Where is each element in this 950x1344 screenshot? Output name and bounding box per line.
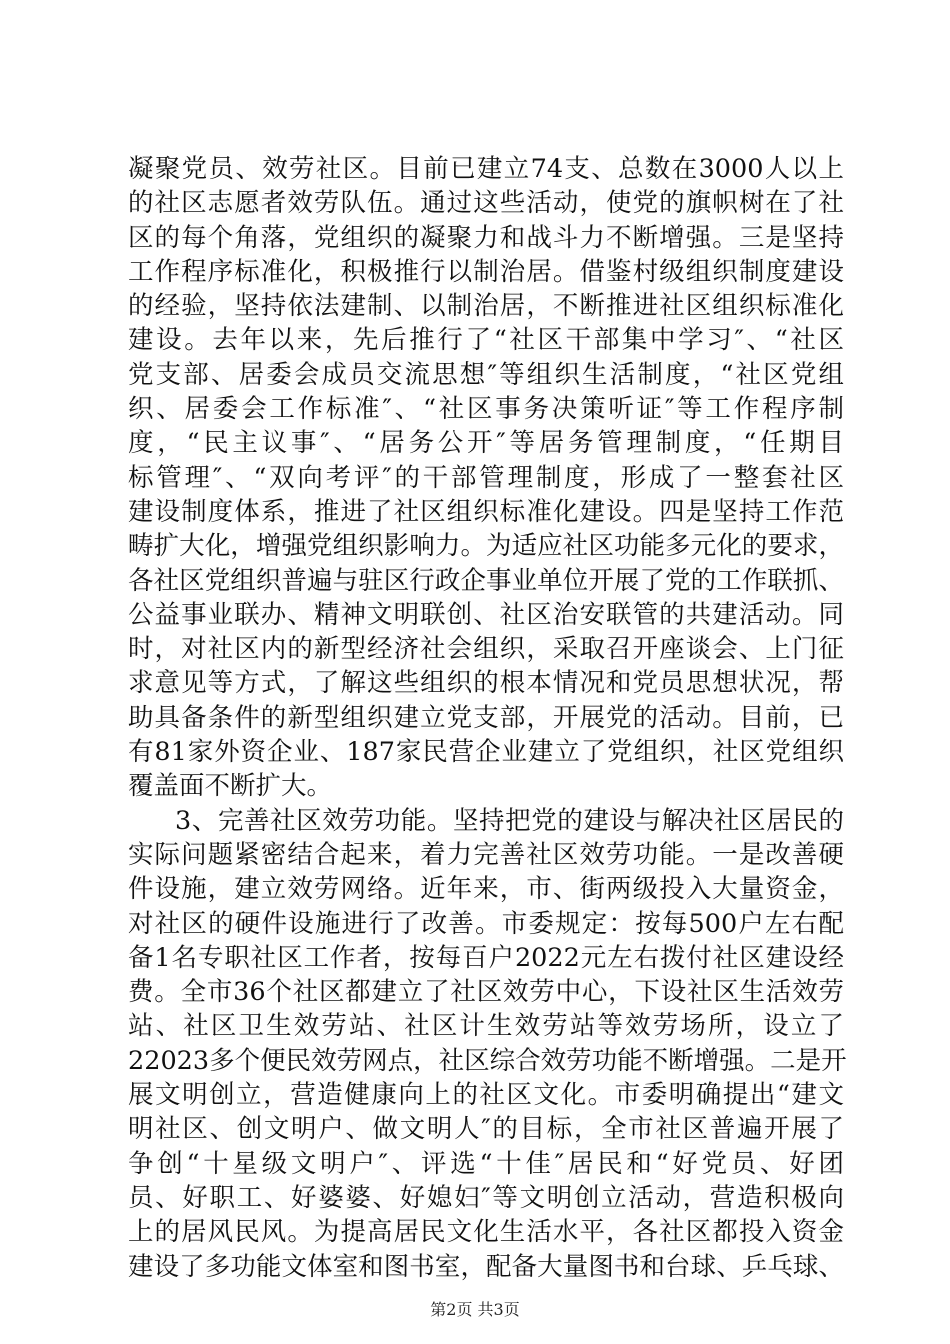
text-line-28: 展文明创立，营造健康向上的社区文化。市委明确提出“建文 (128, 1080, 844, 1111)
text-line-10: 标管理″、“双向考评″的干部管理制度，形成了一整套社区 (128, 462, 844, 493)
text-line-24: 备1名专职社区工作者，按每百户2022元左右拨付社区建设经 (128, 942, 844, 973)
text-line-15: 时，对社区内的新型经济社会组织，采取召开座谈会、上门征 (128, 634, 844, 665)
text-line-25: 费。全市36个社区都建立了社区效劳中心，下设社区生活效劳 (128, 977, 844, 1008)
text-line-32: 上的居风民风。为提高居民文化生活水平，各社区都投入资金 (128, 1217, 844, 1248)
text-line-7: 党支部、居委会成员交流思想″等组织生活制度，“社区党组 (128, 359, 844, 390)
text-line-3: 区的每个角落，党组织的凝聚力和战斗力不断增强。三是坚持 (128, 222, 844, 253)
text-line-9: 度，“民主议事″、“居务公开″等居务管理制度，“任期目 (128, 428, 844, 459)
text-line-16: 求意见等方式，了解这些组织的根本情况和党员思想状况，帮 (128, 668, 844, 699)
text-line-23: 对社区的硬件设施进行了改善。市委规定：按每500户左右配 (128, 908, 844, 939)
text-line-19: 覆盖面不断扩大。 (128, 771, 333, 802)
text-line-20-paragraph-start: 3、完善社区效劳功能。坚持把党的建设与解决社区居民的 (175, 805, 844, 836)
text-line-1: 凝聚党员、效劳社区。目前已建立74支、总数在3000人以上 (128, 154, 844, 184)
text-line-6: 建设。去年以来，先后推行了“社区干部集中学习″、“社区 (128, 325, 844, 356)
text-line-26: 站、社区卫生效劳站、社区计生效劳站等效劳场所，设立了 (128, 1011, 844, 1042)
text-line-29: 明社区、创文明户、做文明人″的目标，全市社区普遍开展了 (128, 1114, 844, 1145)
text-line-4: 工作程序标准化，积极推行以制治居。借鉴村级组织制度建设 (128, 256, 844, 287)
text-line-12: 畴扩大化，增强党组织影响力。为适应社区功能多元化的要求， (128, 531, 844, 562)
text-line-17: 助具备条件的新型组织建立党支部，开展党的活动。目前，已 (128, 702, 844, 733)
text-line-30: 争创“十星级文明户″、评选“十佳″居民和“好党员、好团 (128, 1148, 844, 1179)
text-line-14: 公益事业联办、精神文明联创、社区治安联管的共建活动。同 (128, 599, 844, 630)
body-text (128, 152, 847, 1284)
text-line-21: 实际问题紧密结合起来，着力完善社区效劳功能。一是改善硬 (128, 839, 844, 870)
text-line-5: 的经验，坚持依法建制、以制治居，不断推进社区组织标准化 (128, 291, 844, 322)
text-line-31: 员、好职工、好婆婆、好媳妇″等文明创立活动，营造积极向 (128, 1182, 844, 1213)
text-line-22: 件设施，建立效劳网络。近年来，市、街两级投入大量资金， (128, 874, 844, 905)
text-line-11: 建设制度体系，推进了社区组织标准化建设。四是坚持工作范 (128, 496, 844, 527)
text-line-27: 22023多个便民效劳网点，社区综合效劳功能不断增强。二是开 (128, 1045, 847, 1076)
page-number-footer: 第2页 共3页 (430, 1300, 520, 1319)
text-line-2: 的社区志愿者效劳队伍。通过这些活动，使党的旗帜树在了社 (128, 188, 844, 219)
text-line-13: 各社区党组织普遍与驻区行政企事业单位开展了党的工作联抓、 (128, 565, 844, 596)
text-line-33: 建设了多功能文体室和图书室，配备大量图书和台球、乒乓球、 (128, 1251, 844, 1282)
text-line-18: 有81家外资企业、187家民营企业建立了党组织，社区党组织 (128, 737, 844, 768)
text-line-8: 织、居委会工作标准″、“社区事务决策听证″等工作程序制 (128, 394, 844, 425)
